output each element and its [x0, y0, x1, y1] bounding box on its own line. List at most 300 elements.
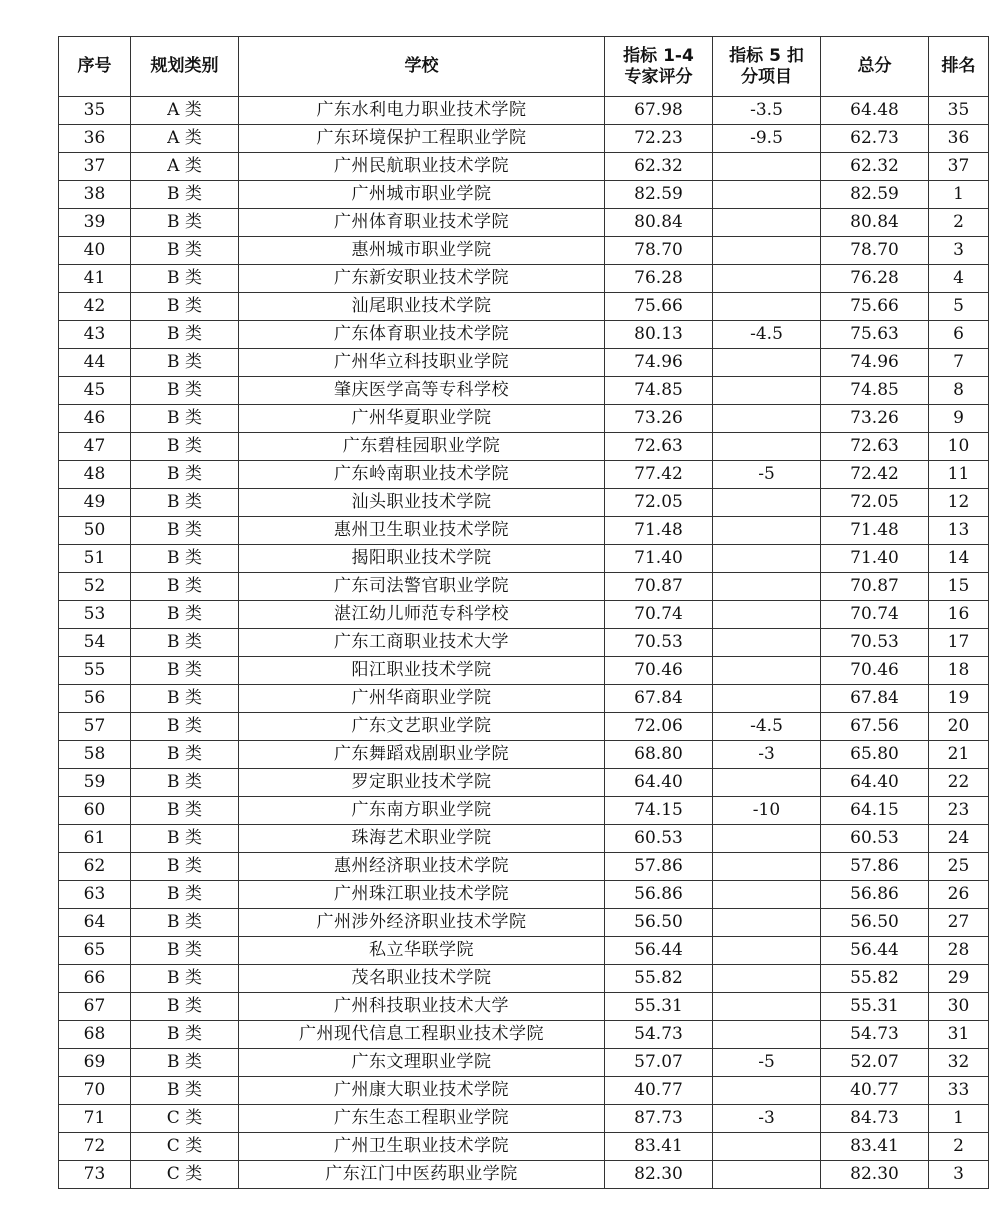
cell-rank: 16: [929, 601, 989, 629]
cell-expert-score: 70.53: [605, 629, 713, 657]
cell-total: 78.70: [821, 237, 929, 265]
cell-total: 84.73: [821, 1105, 929, 1133]
cell-total: 80.84: [821, 209, 929, 237]
cell-school: 广州涉外经济职业技术学院: [239, 909, 605, 937]
table-row: [59, 909, 989, 937]
cell-no: 39: [59, 209, 131, 237]
cell-expert-score: 77.42: [605, 461, 713, 489]
cell-rank: 12: [929, 489, 989, 517]
table-row: [59, 1021, 989, 1049]
cell-category: B 类: [131, 1077, 239, 1105]
cell-school: 茂名职业技术学院: [239, 965, 605, 993]
cell-total: 56.86: [821, 881, 929, 909]
cell-category: B 类: [131, 853, 239, 881]
cell-total: 52.07: [821, 1049, 929, 1077]
cell-category: B 类: [131, 629, 239, 657]
table-row: [59, 937, 989, 965]
cell-school: 阳江职业技术学院: [239, 657, 605, 685]
cell-deduction: -5: [713, 461, 821, 489]
cell-total: 75.63: [821, 321, 929, 349]
cell-school: 汕尾职业技术学院: [239, 293, 605, 321]
cell-expert-score: 82.59: [605, 181, 713, 209]
cell-no: 67: [59, 993, 131, 1021]
cell-expert-score: 78.70: [605, 237, 713, 265]
table-row: [59, 629, 989, 657]
cell-deduction: [713, 1133, 821, 1161]
table-row: [59, 713, 989, 741]
cell-no: 48: [59, 461, 131, 489]
cell-expert-score: 75.66: [605, 293, 713, 321]
cell-no: 54: [59, 629, 131, 657]
cell-no: 60: [59, 797, 131, 825]
cell-total: 73.26: [821, 405, 929, 433]
cell-school: 广东生态工程职业学院: [239, 1105, 605, 1133]
header-expert-line2: 专家评分: [624, 66, 693, 87]
cell-school: 广东文艺职业学院: [239, 713, 605, 741]
table-row: [59, 181, 989, 209]
cell-deduction: -10: [713, 797, 821, 825]
cell-school: 广州科技职业技术大学: [239, 993, 605, 1021]
table-row: [59, 1077, 989, 1105]
cell-expert-score: 55.31: [605, 993, 713, 1021]
cell-school: 广东江门中医药职业学院: [239, 1161, 605, 1189]
cell-expert-score: 74.85: [605, 377, 713, 405]
cell-expert-score: 57.86: [605, 853, 713, 881]
cell-no: 37: [59, 153, 131, 181]
cell-expert-score: 74.96: [605, 349, 713, 377]
cell-expert-score: 72.05: [605, 489, 713, 517]
cell-rank: 15: [929, 573, 989, 601]
cell-rank: 10: [929, 433, 989, 461]
cell-no: 61: [59, 825, 131, 853]
cell-category: A 类: [131, 125, 239, 153]
header-school: 学校: [239, 37, 605, 97]
cell-deduction: -4.5: [713, 713, 821, 741]
cell-no: 53: [59, 601, 131, 629]
cell-no: 42: [59, 293, 131, 321]
table-row: [59, 825, 989, 853]
cell-rank: 30: [929, 993, 989, 1021]
cell-deduction: [713, 629, 821, 657]
cell-category: A 类: [131, 153, 239, 181]
cell-school: 广东碧桂园职业学院: [239, 433, 605, 461]
cell-no: 59: [59, 769, 131, 797]
cell-rank: 14: [929, 545, 989, 573]
cell-no: 68: [59, 1021, 131, 1049]
table-row: [59, 209, 989, 237]
cell-rank: 9: [929, 405, 989, 433]
cell-deduction: [713, 685, 821, 713]
cell-rank: 23: [929, 797, 989, 825]
cell-total: 74.85: [821, 377, 929, 405]
table-row: [59, 461, 989, 489]
cell-category: B 类: [131, 601, 239, 629]
cell-expert-score: 72.63: [605, 433, 713, 461]
cell-no: 71: [59, 1105, 131, 1133]
cell-deduction: [713, 489, 821, 517]
cell-category: B 类: [131, 1049, 239, 1077]
cell-expert-score: 56.44: [605, 937, 713, 965]
cell-total: 72.05: [821, 489, 929, 517]
cell-category: B 类: [131, 545, 239, 573]
cell-school: 广东司法警官职业学院: [239, 573, 605, 601]
cell-category: B 类: [131, 321, 239, 349]
cell-school: 广州现代信息工程职业技术学院: [239, 1021, 605, 1049]
cell-category: B 类: [131, 517, 239, 545]
cell-rank: 18: [929, 657, 989, 685]
cell-no: 58: [59, 741, 131, 769]
table-row: [59, 657, 989, 685]
cell-expert-score: 83.41: [605, 1133, 713, 1161]
cell-deduction: [713, 237, 821, 265]
cell-deduction: [713, 293, 821, 321]
cell-total: 72.63: [821, 433, 929, 461]
header-expert-line1: 指标 1-4: [623, 45, 694, 66]
cell-total: 62.73: [821, 125, 929, 153]
cell-deduction: [713, 601, 821, 629]
cell-total: 40.77: [821, 1077, 929, 1105]
cell-rank: 2: [929, 1133, 989, 1161]
cell-rank: 35: [929, 97, 989, 125]
cell-school: 广东体育职业技术学院: [239, 321, 605, 349]
cell-category: B 类: [131, 405, 239, 433]
cell-school: 广东舞蹈戏剧职业学院: [239, 741, 605, 769]
cell-deduction: [713, 853, 821, 881]
cell-deduction: [713, 965, 821, 993]
cell-deduction: [713, 377, 821, 405]
cell-no: 41: [59, 265, 131, 293]
cell-deduction: -9.5: [713, 125, 821, 153]
cell-deduction: [713, 909, 821, 937]
cell-deduction: [713, 937, 821, 965]
cell-no: 66: [59, 965, 131, 993]
cell-category: B 类: [131, 769, 239, 797]
cell-expert-score: 40.77: [605, 1077, 713, 1105]
cell-category: B 类: [131, 657, 239, 685]
cell-total: 71.40: [821, 545, 929, 573]
cell-no: 64: [59, 909, 131, 937]
cell-category: B 类: [131, 1021, 239, 1049]
header-row: [59, 37, 989, 97]
cell-no: 36: [59, 125, 131, 153]
cell-total: 57.86: [821, 853, 929, 881]
cell-category: B 类: [131, 741, 239, 769]
table-row: [59, 265, 989, 293]
cell-deduction: [713, 1021, 821, 1049]
cell-rank: 6: [929, 321, 989, 349]
cell-deduction: [713, 209, 821, 237]
cell-no: 55: [59, 657, 131, 685]
table-row: [59, 293, 989, 321]
cell-deduction: [713, 265, 821, 293]
table-row: [59, 489, 989, 517]
cell-expert-score: 74.15: [605, 797, 713, 825]
table-row: [59, 965, 989, 993]
cell-total: 70.46: [821, 657, 929, 685]
cell-deduction: -3.5: [713, 97, 821, 125]
cell-expert-score: 56.86: [605, 881, 713, 909]
cell-school: 珠海艺术职业学院: [239, 825, 605, 853]
cell-rank: 13: [929, 517, 989, 545]
cell-school: 广州华夏职业学院: [239, 405, 605, 433]
cell-school: 广州珠江职业技术学院: [239, 881, 605, 909]
cell-category: B 类: [131, 461, 239, 489]
cell-expert-score: 80.84: [605, 209, 713, 237]
cell-category: B 类: [131, 965, 239, 993]
cell-school: 广州华商职业学院: [239, 685, 605, 713]
cell-category: C 类: [131, 1133, 239, 1161]
table-row: [59, 1049, 989, 1077]
cell-total: 60.53: [821, 825, 929, 853]
table-row: [59, 1105, 989, 1133]
cell-rank: 7: [929, 349, 989, 377]
cell-school: 罗定职业技术学院: [239, 769, 605, 797]
cell-rank: 8: [929, 377, 989, 405]
table-row: [59, 321, 989, 349]
cell-rank: 4: [929, 265, 989, 293]
cell-school: 广州体育职业技术学院: [239, 209, 605, 237]
header-deduction: [713, 37, 821, 97]
table-row: [59, 881, 989, 909]
cell-total: 74.96: [821, 349, 929, 377]
cell-deduction: [713, 545, 821, 573]
cell-no: 35: [59, 97, 131, 125]
cell-no: 57: [59, 713, 131, 741]
cell-deduction: [713, 1161, 821, 1189]
cell-total: 55.31: [821, 993, 929, 1021]
cell-expert-score: 70.87: [605, 573, 713, 601]
cell-deduction: [713, 657, 821, 685]
cell-deduction: [713, 433, 821, 461]
cell-rank: 21: [929, 741, 989, 769]
cell-school: 广东水利电力职业技术学院: [239, 97, 605, 125]
table-row: [59, 1161, 989, 1189]
header-no: 序号: [59, 37, 131, 97]
cell-no: 45: [59, 377, 131, 405]
cell-rank: 28: [929, 937, 989, 965]
cell-school: 广州卫生职业技术学院: [239, 1133, 605, 1161]
cell-total: 64.15: [821, 797, 929, 825]
table-body: [59, 97, 989, 1189]
cell-school: 惠州经济职业技术学院: [239, 853, 605, 881]
table-row: [59, 405, 989, 433]
cell-total: 70.53: [821, 629, 929, 657]
cell-no: 49: [59, 489, 131, 517]
cell-deduction: [713, 181, 821, 209]
cell-school: 肇庆医学高等专科学校: [239, 377, 605, 405]
cell-expert-score: 72.06: [605, 713, 713, 741]
cell-school: 广东环境保护工程职业学院: [239, 125, 605, 153]
cell-no: 56: [59, 685, 131, 713]
table-row: [59, 545, 989, 573]
cell-no: 43: [59, 321, 131, 349]
cell-category: C 类: [131, 1105, 239, 1133]
cell-no: 38: [59, 181, 131, 209]
table-row: [59, 1133, 989, 1161]
cell-no: 73: [59, 1161, 131, 1189]
cell-rank: 36: [929, 125, 989, 153]
cell-school: 广东工商职业技术大学: [239, 629, 605, 657]
cell-total: 67.56: [821, 713, 929, 741]
cell-school: 广州民航职业技术学院: [239, 153, 605, 181]
cell-total: 56.44: [821, 937, 929, 965]
ranking-table: [58, 36, 989, 1189]
cell-category: B 类: [131, 349, 239, 377]
cell-expert-score: 76.28: [605, 265, 713, 293]
cell-school: 惠州城市职业学院: [239, 237, 605, 265]
table-row: [59, 573, 989, 601]
cell-school: 广东岭南职业技术学院: [239, 461, 605, 489]
cell-expert-score: 60.53: [605, 825, 713, 853]
cell-rank: 31: [929, 1021, 989, 1049]
cell-expert-score: 70.46: [605, 657, 713, 685]
cell-no: 46: [59, 405, 131, 433]
cell-rank: 33: [929, 1077, 989, 1105]
cell-total: 55.82: [821, 965, 929, 993]
cell-rank: 5: [929, 293, 989, 321]
table-row: [59, 377, 989, 405]
cell-total: 82.30: [821, 1161, 929, 1189]
cell-category: B 类: [131, 797, 239, 825]
cell-deduction: [713, 993, 821, 1021]
cell-deduction: -5: [713, 1049, 821, 1077]
cell-no: 69: [59, 1049, 131, 1077]
cell-total: 70.87: [821, 573, 929, 601]
cell-expert-score: 62.32: [605, 153, 713, 181]
cell-category: B 类: [131, 573, 239, 601]
cell-expert-score: 55.82: [605, 965, 713, 993]
cell-school: 汕头职业技术学院: [239, 489, 605, 517]
cell-expert-score: 82.30: [605, 1161, 713, 1189]
cell-rank: 2: [929, 209, 989, 237]
cell-no: 40: [59, 237, 131, 265]
table-header: [59, 37, 989, 97]
cell-category: B 类: [131, 881, 239, 909]
cell-deduction: [713, 769, 821, 797]
cell-rank: 17: [929, 629, 989, 657]
table-row: [59, 853, 989, 881]
cell-total: 71.48: [821, 517, 929, 545]
table-row: [59, 685, 989, 713]
cell-deduction: [713, 881, 821, 909]
cell-expert-score: 68.80: [605, 741, 713, 769]
cell-total: 64.48: [821, 97, 929, 125]
cell-expert-score: 54.73: [605, 1021, 713, 1049]
header-deduct-line1: 指标 5 扣: [729, 45, 804, 66]
cell-deduction: -4.5: [713, 321, 821, 349]
table-row: [59, 769, 989, 797]
cell-no: 70: [59, 1077, 131, 1105]
cell-expert-score: 56.50: [605, 909, 713, 937]
table-row: [59, 797, 989, 825]
cell-rank: 19: [929, 685, 989, 713]
cell-expert-score: 57.07: [605, 1049, 713, 1077]
cell-expert-score: 73.26: [605, 405, 713, 433]
cell-total: 54.73: [821, 1021, 929, 1049]
cell-expert-score: 87.73: [605, 1105, 713, 1133]
cell-school: 惠州卫生职业技术学院: [239, 517, 605, 545]
cell-deduction: [713, 405, 821, 433]
table-row: [59, 993, 989, 1021]
cell-category: C 类: [131, 1161, 239, 1189]
cell-expert-score: 80.13: [605, 321, 713, 349]
cell-category: B 类: [131, 685, 239, 713]
cell-rank: 1: [929, 181, 989, 209]
cell-rank: 25: [929, 853, 989, 881]
cell-school: 广州城市职业学院: [239, 181, 605, 209]
cell-rank: 27: [929, 909, 989, 937]
cell-rank: 3: [929, 237, 989, 265]
cell-total: 65.80: [821, 741, 929, 769]
cell-category: B 类: [131, 293, 239, 321]
cell-expert-score: 71.40: [605, 545, 713, 573]
cell-rank: 22: [929, 769, 989, 797]
cell-deduction: [713, 517, 821, 545]
cell-category: B 类: [131, 181, 239, 209]
cell-school: 广东南方职业学院: [239, 797, 605, 825]
header-expert-score: [605, 37, 713, 97]
cell-category: B 类: [131, 489, 239, 517]
cell-total: 56.50: [821, 909, 929, 937]
cell-rank: 29: [929, 965, 989, 993]
cell-total: 70.74: [821, 601, 929, 629]
cell-rank: 1: [929, 1105, 989, 1133]
cell-school: 广州华立科技职业学院: [239, 349, 605, 377]
cell-deduction: [713, 573, 821, 601]
cell-rank: 26: [929, 881, 989, 909]
cell-category: B 类: [131, 937, 239, 965]
cell-school: 广东文理职业学院: [239, 1049, 605, 1077]
cell-total: 62.32: [821, 153, 929, 181]
cell-no: 72: [59, 1133, 131, 1161]
cell-school: 私立华联学院: [239, 937, 605, 965]
cell-expert-score: 71.48: [605, 517, 713, 545]
cell-expert-score: 67.84: [605, 685, 713, 713]
cell-category: B 类: [131, 377, 239, 405]
cell-category: B 类: [131, 909, 239, 937]
table-row: [59, 601, 989, 629]
cell-expert-score: 72.23: [605, 125, 713, 153]
cell-expert-score: 70.74: [605, 601, 713, 629]
cell-total: 76.28: [821, 265, 929, 293]
cell-no: 44: [59, 349, 131, 377]
cell-no: 62: [59, 853, 131, 881]
cell-deduction: [713, 825, 821, 853]
cell-category: B 类: [131, 265, 239, 293]
cell-total: 75.66: [821, 293, 929, 321]
cell-category: B 类: [131, 237, 239, 265]
cell-category: B 类: [131, 713, 239, 741]
cell-total: 82.59: [821, 181, 929, 209]
cell-rank: 3: [929, 1161, 989, 1189]
cell-school: 揭阳职业技术学院: [239, 545, 605, 573]
cell-rank: 24: [929, 825, 989, 853]
cell-total: 83.41: [821, 1133, 929, 1161]
cell-rank: 20: [929, 713, 989, 741]
cell-deduction: [713, 153, 821, 181]
table-row: [59, 97, 989, 125]
cell-deduction: [713, 1077, 821, 1105]
cell-category: B 类: [131, 209, 239, 237]
cell-school: 广州康大职业技术学院: [239, 1077, 605, 1105]
cell-rank: 37: [929, 153, 989, 181]
cell-expert-score: 67.98: [605, 97, 713, 125]
cell-deduction: [713, 349, 821, 377]
cell-no: 50: [59, 517, 131, 545]
cell-total: 67.84: [821, 685, 929, 713]
cell-no: 65: [59, 937, 131, 965]
table-row: [59, 517, 989, 545]
